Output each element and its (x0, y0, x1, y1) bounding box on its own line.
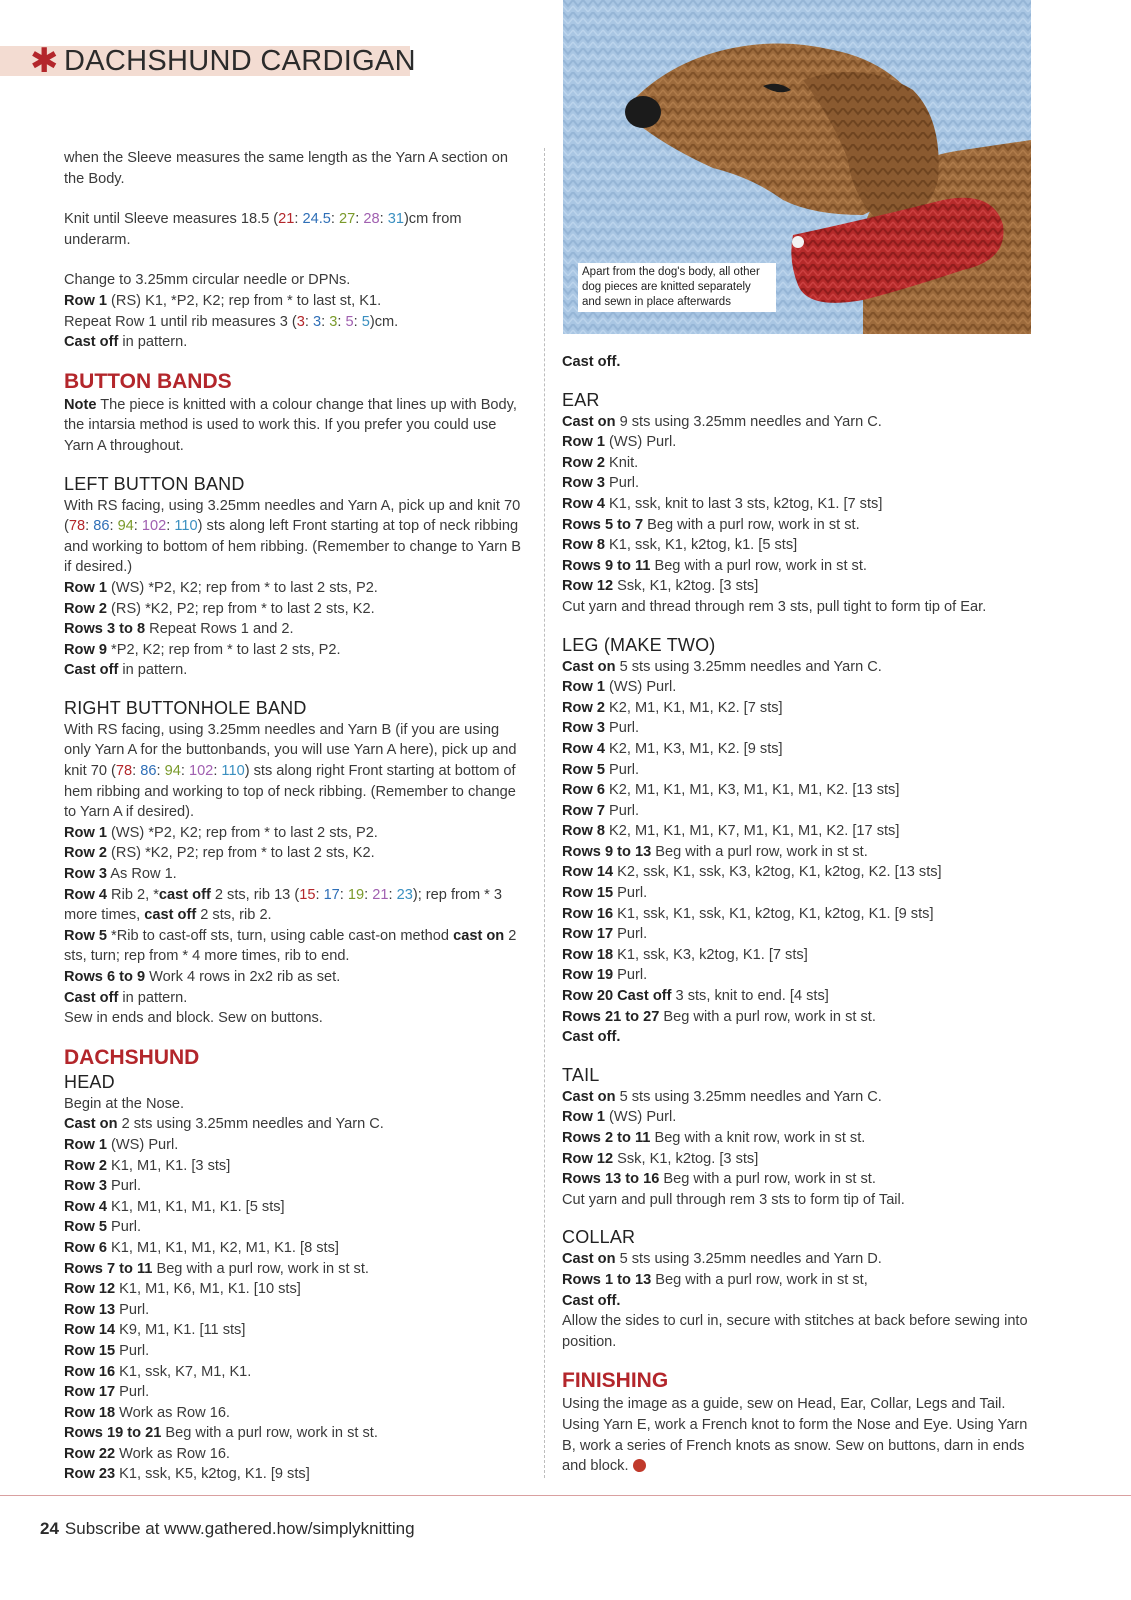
note-paragraph: Note The piece is knitted with a colour change that lines up with Body, the intarsia method is used to work this. If you prefer you could use Yarn A throughout. (64, 396, 517, 454)
row-line: Row 16 K1, ssk, K1, ssk, K1, k2tog, K1, k2tog, K1. [9 sts] (562, 905, 934, 922)
row-line: Rows 7 to 11 Beg with a purl row, work in st st. (64, 1260, 369, 1277)
row-line: Cast off in pattern. (64, 662, 188, 679)
finishing-paragraph: Using the image as a guide, sew on Head, Ear, Collar, Legs and Tail. Using Yarn E, work a French knot to form the Nose and Eye. Using Yarn B, work a series of French knots as snow. Sew on buttons, darn in ends and block. (562, 1396, 1028, 1475)
subheading-left-button-band: LEFT BUTTON BAND (64, 473, 245, 494)
row-line: Row 1 (WS) Purl. (562, 434, 677, 451)
row-line: Row 16 K1, ssk, K7, M1, K1. (64, 1363, 252, 1380)
rbb-intro: With RS facing, using 3.25mm needles and Yarn B (if you are using only Yarn A for the buttonbands, you will use Yarn A here), pick up and knit 70 (78: 86: 94: 102: 110) sts along right Front starting at bottom of hem ribbing and working to top of neck ribbing. (Remember to change to Yarn A if desired). (64, 721, 517, 821)
row-line: Row 2 K2, M1, K1, M1, K2. [7 sts] (562, 699, 783, 716)
row-line: Row 12 K1, M1, K6, M1, K1. [10 sts] (64, 1281, 301, 1298)
repeat-line: Repeat Row 1 until rib measures 3 (3: 3: 3: 5: 5)cm. (64, 313, 399, 330)
subheading-ear: EAR (562, 389, 600, 410)
row-line: Row 20 Cast off 3 sts, knit to end. [4 sts] (562, 988, 829, 1005)
row-line: Row 2 (RS) *K2, P2; rep from * to last 2 sts, K2. (64, 600, 375, 617)
row-line: Row 1 (WS) *P2, K2; rep from * to last 2 sts, P2. (64, 579, 378, 596)
row-line: Row 18 K1, ssk, K3, k2tog, K1. [7 sts] (562, 946, 808, 963)
head-begin: Begin at the Nose. (64, 1095, 185, 1112)
caston-line: Cast on 5 sts using 3.25mm needles and Yarn C. (562, 658, 882, 675)
sew-line: Sew in ends and block. Sew on buttons. (64, 1010, 323, 1027)
row-line: Row 2 Knit. (562, 454, 639, 471)
row-line: Rows 9 to 13 Beg with a purl row, work in st st. (562, 843, 868, 860)
footer-rule (0, 1495, 1131, 1496)
row-line: Row 4 Rib 2, *cast off 2 sts, rib 13 (15: 17: 19: 21: 23); rep from * 3 more times, cast off 2 sts, rib 2. (64, 886, 503, 924)
row-line: Row 8 K2, M1, K1, M1, K7, M1, K1, M1, K2. [17 sts] (562, 823, 900, 840)
column-divider (544, 148, 545, 1478)
row-line: Rows 5 to 7 Beg with a purl row, work in st st. (562, 516, 860, 533)
subheading-leg: LEG (MAKE TWO) (562, 634, 716, 655)
subscribe-link[interactable]: Subscribe at www.gathered.how/simplyknitting (64, 1519, 415, 1538)
left-column (64, 148, 526, 1485)
row-line: Rows 21 to 27 Beg with a purl row, work in st st. (562, 1008, 876, 1025)
tail-cut: Cut yarn and pull through rem 3 sts to form tip of Tail. (562, 1191, 905, 1208)
right-column (562, 352, 1042, 1477)
change-needle: Change to 3.25mm circular needle or DPNs. (64, 272, 351, 289)
caston-line: Cast on 5 sts using 3.25mm needles and Yarn C. (562, 1088, 882, 1105)
asterisk-icon: ✱ (30, 41, 59, 81)
row-line: Row 9 *P2, K2; rep from * to last 2 sts, P2. (64, 641, 341, 658)
row-line: Rows 13 to 16 Beg with a purl row, work in st st. (562, 1171, 876, 1188)
row-line: Rows 3 to 8 Repeat Rows 1 and 2. (64, 621, 294, 638)
row-line: Row 19 Purl. (562, 967, 648, 984)
yarn-ball-icon (633, 1459, 646, 1472)
subheading-collar: COLLAR (562, 1227, 636, 1248)
row-line: Row 6 K2, M1, K1, M1, K3, M1, K1, M1, K2. [13 sts] (562, 782, 900, 799)
row-line: Rows 1 to 13 Beg with a purl row, work in st st, (562, 1271, 868, 1288)
castoff-line: Cast off in pattern. (64, 989, 188, 1006)
row-line: Row 14 K9, M1, K1. [11 sts] (64, 1322, 246, 1339)
row-line: Row 3 As Row 1. (64, 866, 177, 883)
row-line: Row 13 Purl. (64, 1301, 150, 1318)
subheading-head: HEAD (64, 1071, 115, 1092)
row-line: Row 1 (RS) K1, *P2, K2; rep from * to last st, K1. (64, 292, 382, 309)
row-line: Row 12 Ssk, K1, k2tog. [3 sts] (562, 578, 759, 595)
row-line: Row 18 Work as Row 16. (64, 1404, 230, 1421)
row-line: Row 5 *Rib to cast-off sts, turn, using cable cast-on method cast on 2 sts, turn; rep from * 4 more times, rib to end. (64, 927, 517, 965)
sleeve-paragraph: when the Sleeve measures the same length as the Yarn A section on the Body. (64, 150, 509, 187)
ear-cut: Cut yarn and thread through rem 3 sts, pull tight to form tip of Ear. (562, 598, 987, 615)
row-line: Row 22 Work as Row 16. (64, 1445, 230, 1462)
section-heading-dachshund: DACHSHUND (64, 1045, 200, 1069)
row-line: Row 17 Purl. (64, 1384, 150, 1401)
row-line: Row 3 Purl. (562, 475, 640, 492)
page-number: 24 (40, 1519, 59, 1538)
row-line: Row 14 K2, ssk, K1, ssk, K3, k2tog, K1, k2tog, K2. [13 sts] (562, 864, 942, 881)
row-line: Rows 9 to 11 Beg with a purl row, work in st st. (562, 557, 867, 574)
row-line: Row 15 Purl. (562, 885, 648, 902)
row-line: Rows 2 to 11 Beg with a knit row, work in st st. (562, 1130, 866, 1146)
row-line: Row 23 K1, ssk, K5, k2tog, K1. [9 sts] (64, 1466, 310, 1483)
collar-allow: Allow the sides to curl in, secure with stitches at back before sewing into position. (562, 1313, 1028, 1350)
footer (40, 1519, 415, 1539)
row-line: Row 2 K1, M1, K1. [3 sts] (64, 1157, 231, 1174)
row-line: Row 3 Purl. (562, 720, 640, 737)
row-line: Rows 19 to 21 Beg with a purl row, work in st st. (64, 1425, 378, 1442)
row-line: Row 5 Purl. (64, 1219, 142, 1236)
row-line: Row 1 (WS) Purl. (64, 1136, 179, 1153)
castoff-line: Cast off. (562, 354, 621, 370)
caston-line: Cast on 2 sts using 3.25mm needles and Yarn C. (64, 1116, 384, 1133)
row-line: Row 4 K1, ssk, knit to last 3 sts, k2tog, K1. [7 sts] (562, 495, 883, 512)
row-line: Row 3 Purl. (64, 1178, 142, 1195)
row-line: Row 4 K2, M1, K3, M1, K2. [9 sts] (562, 740, 783, 757)
caston-line: Cast on 9 sts using 3.25mm needles and Yarn C. (562, 413, 882, 430)
knit-until-paragraph: Knit until Sleeve measures 18.5 (21: 24.5: 27: 28: 31)cm from underarm. (64, 211, 462, 248)
row-line: Row 17 Purl. (562, 926, 648, 943)
subheading-right-buttonhole-band: RIGHT BUTTONHOLE BAND (64, 697, 307, 718)
photo-caption: Apart from the dog's body, all other dog pieces are knitted separately and sewn in place afterwards (578, 263, 776, 312)
section-heading-button-bands: BUTTON BANDS (64, 369, 232, 393)
row-line: Row 1 (WS) *P2, K2; rep from * to last 2 sts, P2. (64, 824, 378, 841)
castoff-line: Cast off. (562, 1029, 621, 1046)
lbb-intro: With RS facing, using 3.25mm needles and Yarn A, pick up and knit 70 (78: 86: 94: 102: 110) sts along left Front starting at top of neck ribbing and working to bottom of hem ribbing. (Remember to change to Yarn B if desired.) (64, 497, 521, 576)
row-line: Row 8 K1, ssk, K1, k2tog, k1. [5 sts] (562, 537, 798, 554)
row-line: Row 1 (WS) Purl. (562, 679, 677, 696)
row-line: Row 1 (WS) Purl. (562, 1109, 677, 1126)
page-title: DACHSHUND CARDIGAN (64, 45, 416, 77)
row-line: Row 4 K1, M1, K1, M1, K1. [5 sts] (64, 1198, 285, 1215)
subheading-tail: TAIL (562, 1064, 600, 1085)
row-line: Row 15 Purl. (64, 1342, 150, 1359)
row-line: Row 12 Ssk, K1, k2tog. [3 sts] (562, 1150, 759, 1167)
row-line: Row 6 K1, M1, K1, M1, K2, M1, K1. [8 sts] (64, 1239, 339, 1256)
row-line: Row 2 (RS) *K2, P2; rep from * to last 2 sts, K2. (64, 845, 375, 862)
castoff-line: Cast off. (562, 1292, 621, 1309)
row-line: Rows 6 to 9 Work 4 rows in 2x2 rib as set. (64, 969, 341, 985)
section-heading-finishing: FINISHING (562, 1369, 669, 1393)
row-line: Row 7 Purl. (562, 802, 640, 819)
caston-line: Cast on 5 sts using 3.25mm needles and Yarn D. (562, 1251, 882, 1268)
castoff-line: Cast off in pattern. (64, 334, 188, 351)
row-line: Row 5 Purl. (562, 761, 640, 778)
